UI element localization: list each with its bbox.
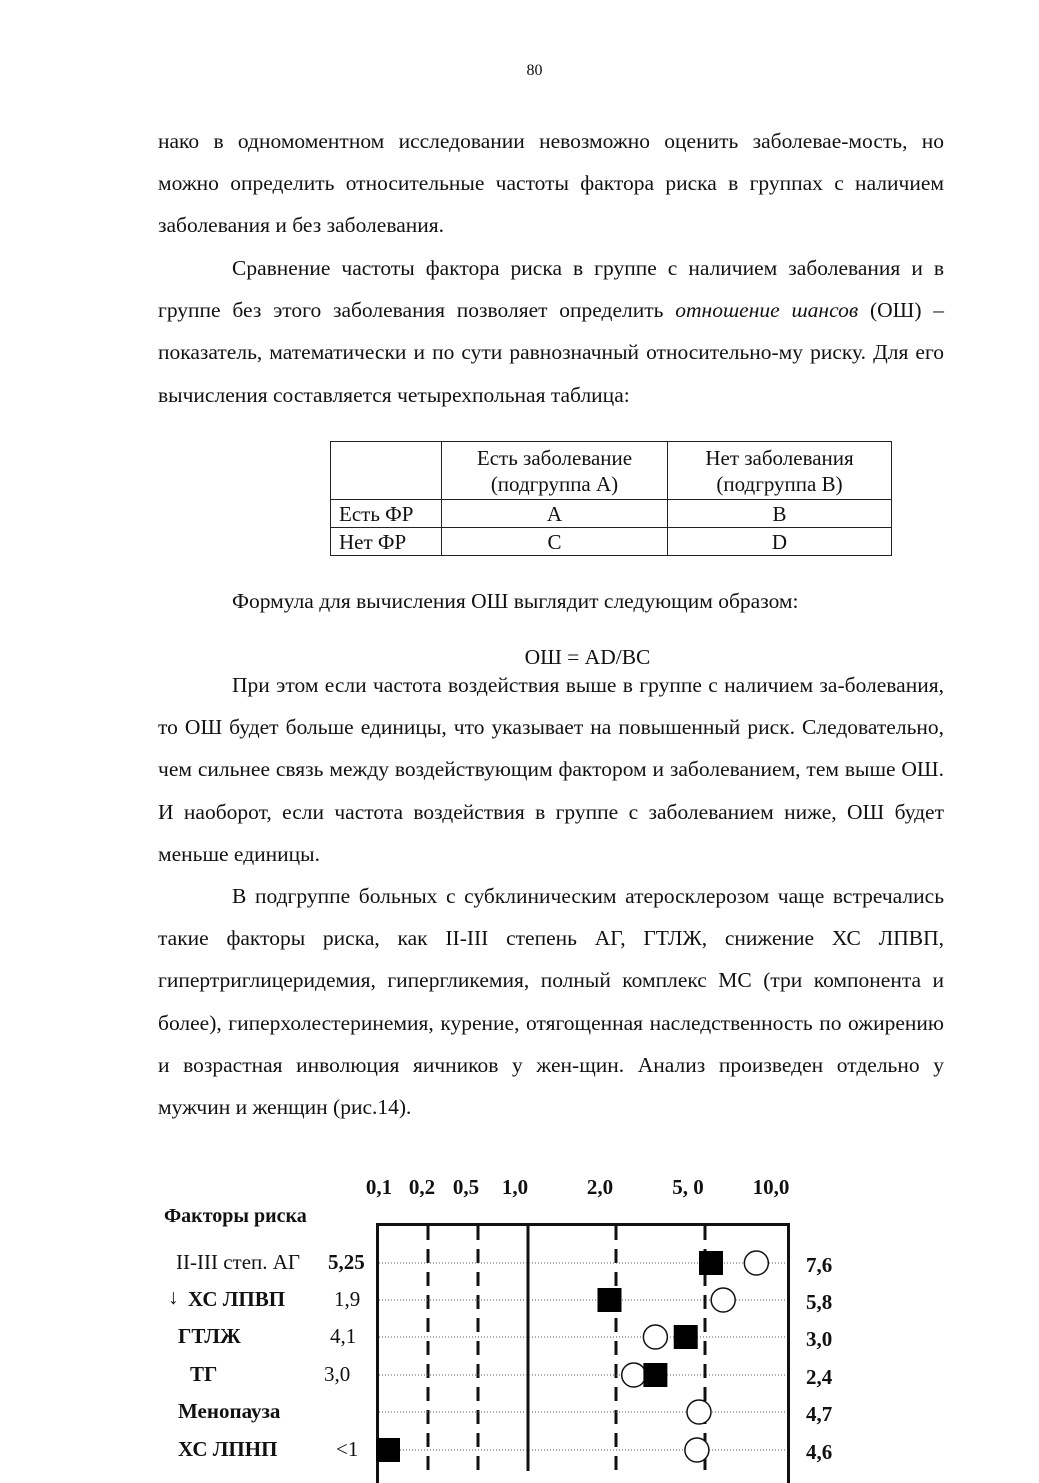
formula: ОШ = AD/BC: [524, 645, 651, 669]
paragraph-3: При этом если частота воздействия выше в группе с наличием за-болевания, то ОШ будет больше единицы, что указывает на повышенный риск. Следовательно, чем сильнее связь между воздействующим фактором и заболеванием, тем выше ОШ. И наоборот, если частота воздействия в группе с заболеванием ниже, ОШ будет меньше единицы.: [158, 673, 944, 866]
filled-square-marker: [643, 1363, 667, 1387]
odds-ratio-term: отношение шансов: [675, 298, 859, 323]
risk-factor-name: II-III степ. АГ: [176, 1250, 301, 1274]
open-circle-marker: [687, 1400, 711, 1424]
table-cell: C: [442, 528, 668, 556]
paragraph-2-text: Сравнение частоты фактора риска в группе с наличием заболевания и в группе без этого заболевания позволяет определить: [158, 256, 944, 323]
axis-tick-label: 0,2: [408, 1175, 436, 1199]
risk-factor-right-value: 7,6: [806, 1253, 833, 1277]
paragraph-2-tail: (ОШ) – показатель, математически и по сути равнозначный относительно-му риску. Для его вычисления составляется четырехпольная таблица:: [158, 298, 945, 407]
table-cell: B: [668, 500, 892, 528]
risk-factor-left-value: 5,25: [328, 1250, 365, 1274]
risk-factor-right-value: 3,0: [806, 1327, 833, 1351]
page-number: 80: [526, 62, 543, 79]
filled-square-marker: [597, 1288, 621, 1312]
open-circle-marker: [685, 1438, 709, 1462]
risk-factor-name: Менопауза: [178, 1399, 281, 1423]
risk-factor-name: ХС ЛПВП: [188, 1287, 286, 1311]
risk-factor-name: ХС ЛПНП: [178, 1437, 278, 1461]
table-header-disease: Есть заболевание (подгруппа А): [442, 442, 668, 500]
down-arrow-icon: ↓: [168, 1285, 179, 1309]
risk-factor-right-value: 2,4: [806, 1365, 833, 1389]
table-header-no-disease: Нет заболевания (подгруппа В): [668, 442, 892, 500]
filled-square-marker: [376, 1438, 400, 1462]
open-circle-marker: [744, 1251, 768, 1275]
open-circle-marker: [622, 1363, 646, 1387]
risk-factor-right-value: 4,7: [806, 1402, 833, 1426]
table-row-label: Есть ФР: [331, 500, 442, 528]
paragraph-1: нако в одномоментном исследовании невозможно оценить заболевае-мость, но можно определить относительные частоты фактора риска в группах с наличием заболевания и без заболевания.: [158, 129, 944, 238]
axis-tick-label: 5, 0: [672, 1175, 704, 1199]
table-row-label: Нет ФР: [331, 528, 442, 556]
paragraph-4: В подгруппе больных с субклиническим атеросклерозом чаще встречались такие факторы риска, как II-III степень АГ, ГТЛЖ, снижение ХС ЛПВП, гипертриглицеридемия, гипергликемия, полный комплекс МС (три компонента и более), гиперхолестеринемия, курение, отягощенная наследственность по ожирению и возрастная инволюция яичников у жен-щин. Анализ произведен отдельно у мужчин и женщин (рис.14).: [158, 884, 944, 1120]
risk-factor-right-value: 5,8: [806, 1290, 833, 1314]
table-cell: A: [442, 500, 668, 528]
table-cell: D: [668, 528, 892, 556]
risk-factor-name: ТГ: [190, 1362, 218, 1386]
open-circle-marker: [643, 1325, 667, 1349]
axis-tick-label: 10,0: [752, 1175, 790, 1199]
axis-tick-label: 1,0: [501, 1175, 529, 1199]
formula-intro: Формула для вычисления ОШ выглядит следующим образом:: [232, 589, 799, 613]
risk-factor-left-value: 4,1: [330, 1324, 357, 1348]
risk-factor-left-value: <1: [336, 1437, 359, 1461]
risk-factor-left-value: 3,0: [324, 1362, 351, 1386]
plot-header: Факторы риска: [164, 1205, 307, 1227]
axis-tick-label: 0,5: [452, 1175, 480, 1199]
axis-tick-label: 0,1: [365, 1175, 393, 1199]
risk-factor-right-value: 4,6: [806, 1440, 833, 1464]
filled-square-marker: [699, 1251, 723, 1275]
risk-factor-name: ГТЛЖ: [178, 1324, 241, 1348]
axis-tick-label: 2,0: [586, 1175, 614, 1199]
filled-square-marker: [674, 1325, 698, 1349]
risk-factor-left-value: 1,9: [334, 1287, 361, 1311]
open-circle-marker: [711, 1288, 735, 1312]
